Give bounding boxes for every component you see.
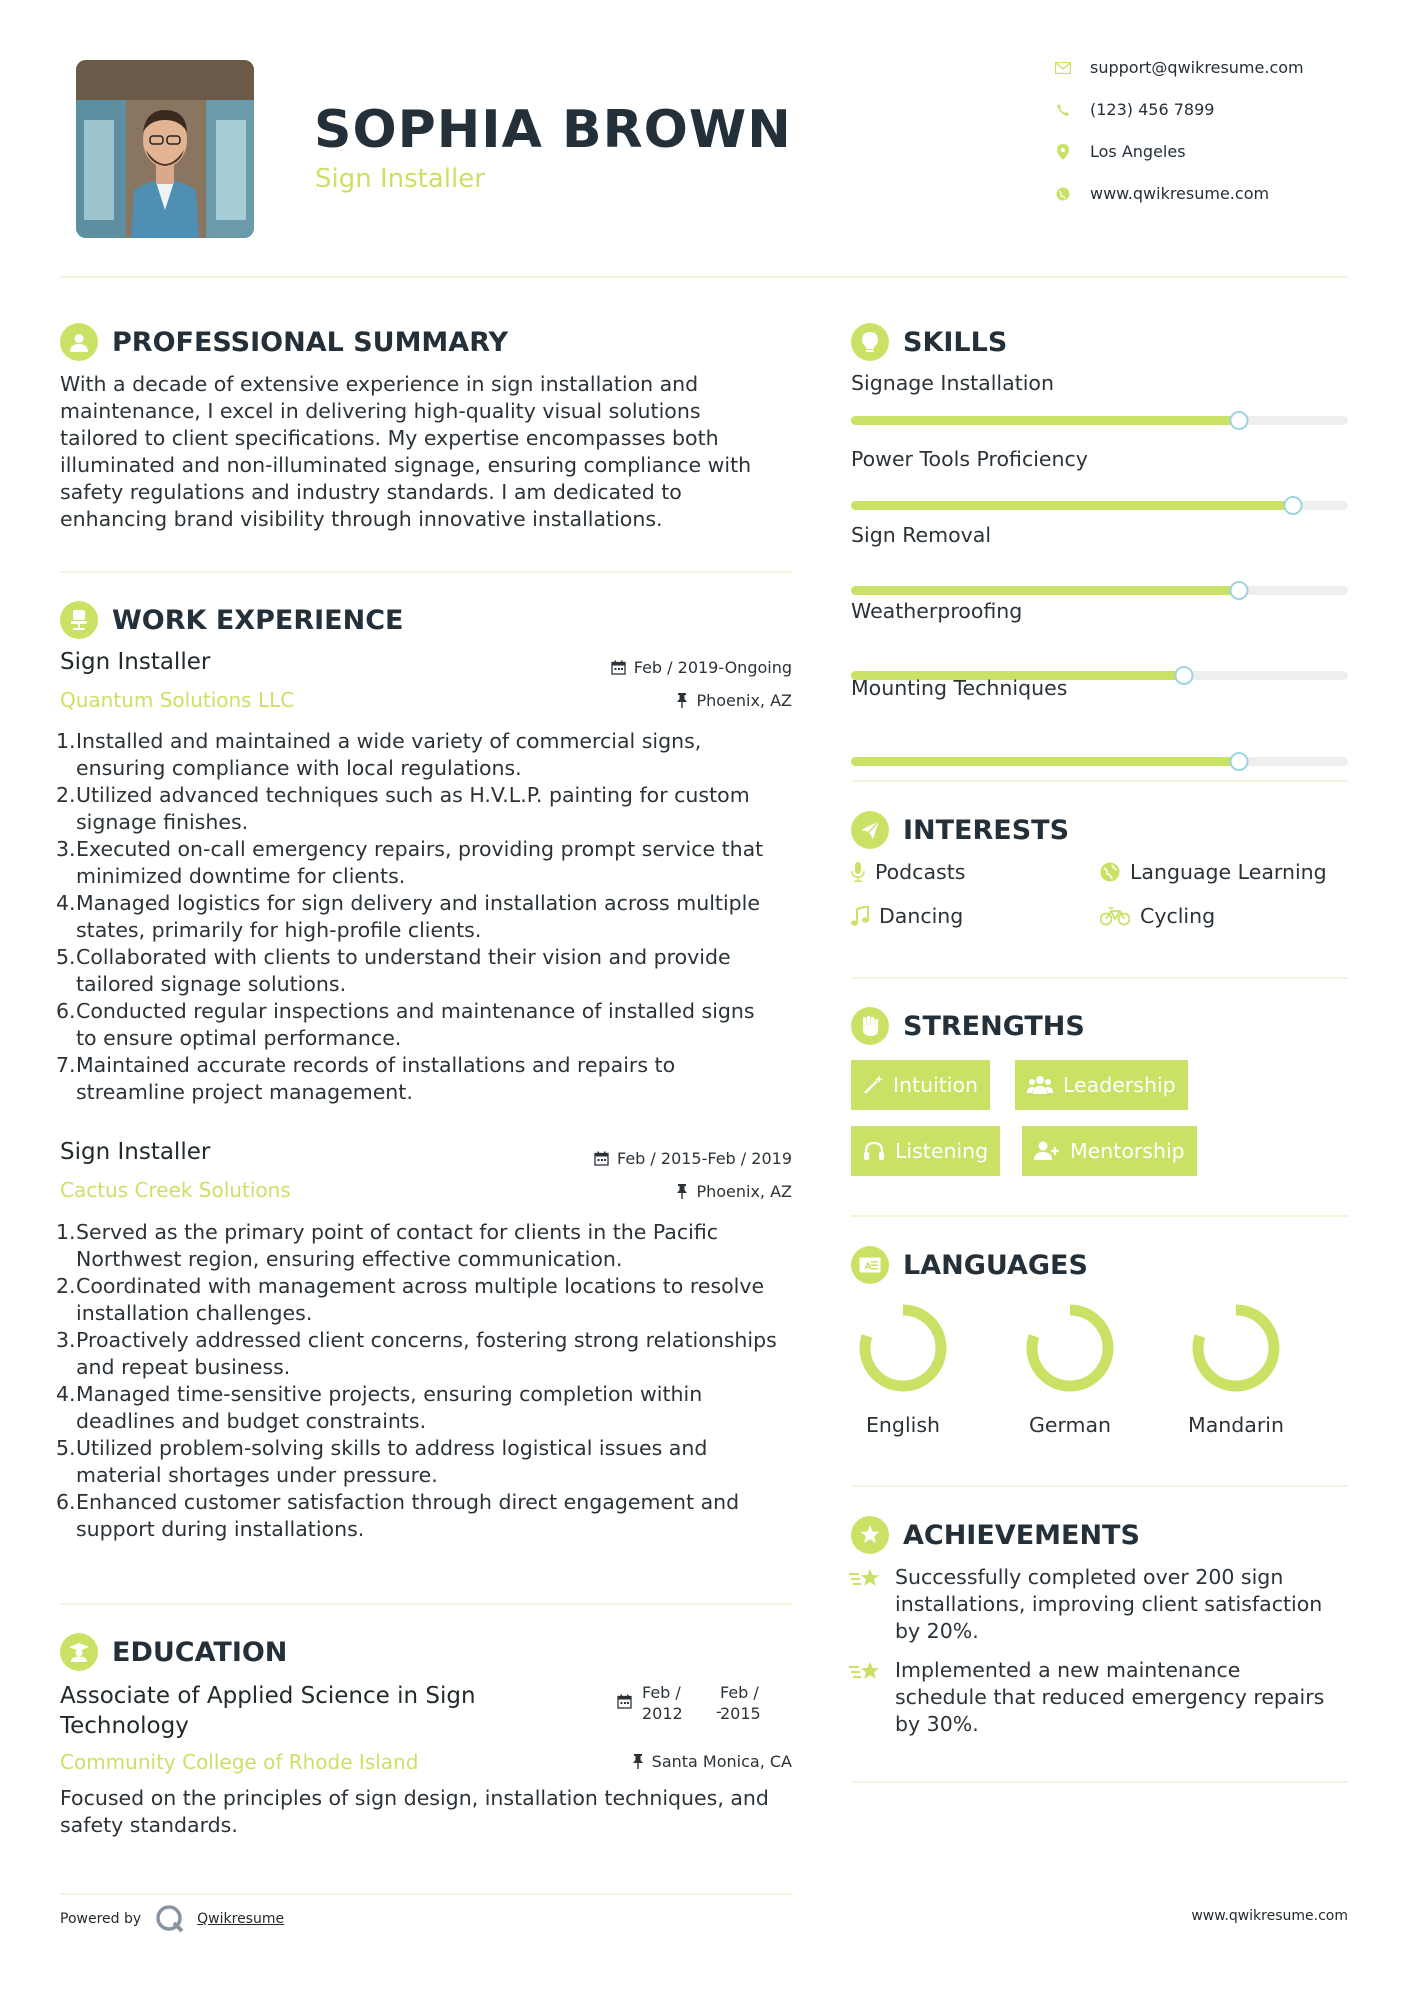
education-dates: Feb / 2012 - Feb / 2015 [615,1683,795,1727]
skill-bar-knob [1229,581,1248,600]
interest-podcasts: Podcasts [851,860,965,884]
education-heading: EDUCATION [60,1633,287,1671]
map-pin-icon [1050,144,1076,160]
skill-bar-fill [851,757,1239,766]
pushpin-icon [676,1184,688,1199]
strength-listening: Listening [851,1126,1000,1176]
languages-list [851,1300,1348,1450]
work-heading: WORK EXPERIENCE [60,601,403,639]
achievement-item: Implemented a new maintenance schedule that reduced emergency repairs by 30%. [849,1657,1349,1738]
language-icon [851,1246,889,1284]
language-label: English [865,1413,941,1437]
calendar-icon [611,660,626,675]
pushpin-icon [676,693,688,708]
list-item: 3. Proactively addressed client concerns, fostering strong relationships and repeat business. [56,1328,777,1379]
interests-heading: INTERESTS [851,811,1069,849]
globe-icon [1050,187,1076,201]
job-2-company: Cactus Creek Solutions [60,1178,291,1202]
envelope-icon [1050,62,1076,74]
job-1-title: Sign Installer [60,649,211,675]
microphone-icon [851,862,865,882]
contact-phone-text: (123) 456 7899 [1090,100,1215,119]
job-1-location: Phoenix, AZ [500,691,792,710]
header-divider [60,276,1348,278]
user-plus-icon [1034,1141,1060,1161]
interest-cycling: Cycling [1100,904,1215,928]
user-icon [60,323,98,361]
footer-divider [60,1893,792,1895]
language-label: German [1028,1413,1112,1437]
fist-icon [851,1007,889,1045]
contact-location-text: Los Angeles [1090,142,1186,161]
achievements-heading: ACHIEVEMENTS [851,1516,1140,1554]
phone-icon [1050,103,1076,117]
interests-divider [851,977,1348,979]
list-item: 4. Managed logistics for sign delivery and installation across multiple states, primarily for high-profile clients. [56,891,760,942]
skill-bar-knob [1284,496,1303,515]
skills-list [851,371,1348,741]
contact-email[interactable] [1050,58,1304,77]
contact-website[interactable] [1050,184,1269,203]
summary-text: With a decade of extensive experience in sign installation and maintenance, I excel in delivering high-quality visual solutions tailored to client specifications. My expertise encompasses both illuminated and non-illuminated signage, ensuring compliance with safety regulations and industry standards. I am dedicated to enhancing brand visibility through innovative installations. [60,372,752,531]
graduate-icon [60,1633,98,1671]
list-item: 5. Collaborated with clients to understand their vision and provide tailored signage solutions. [56,945,731,996]
magic-wand-icon [863,1075,883,1095]
summary-heading: PROFESSIONAL SUMMARY [60,323,508,361]
list-item: 1. Installed and maintained a wide variety of commercial signs, ensuring compliance with local regulations. [56,729,702,780]
language-ring-mandarin [1198,1310,1274,1386]
languages-divider [851,1485,1348,1487]
interest-language-learning: Language Learning [1100,860,1327,884]
skill-bar-knob [1229,411,1248,430]
languages-heading: A LANGUAGES [851,1246,1088,1284]
degree-title: Associate of Applied Science in Sign Technology [60,1683,476,1739]
list-item: 7. Maintained accurate records of installations and repairs to streamline project management. [56,1053,676,1104]
list-item: 6. Conducted regular inspections and maintenance of installed signs to ensure optimal performance. [56,999,755,1050]
achievements-divider [851,1781,1348,1783]
contact-phone[interactable] [1050,100,1214,119]
candidate-role: Sign Installer [315,164,485,194]
strength-intuition: Intuition [851,1060,990,1110]
job-1-company: Quantum Solutions LLC [60,688,295,712]
skill-bar-knob [1174,666,1193,685]
job-1-dates: Feb / 2019-Ongoing [500,658,792,677]
svg-text:A: A [864,1262,872,1272]
achievement-item: Successfully completed over 200 sign installations, improving client satisfaction by 20%. [849,1564,1349,1645]
work-divider [60,1603,792,1605]
shooting-star-icon [849,1659,883,1685]
music-note-icon [851,906,869,926]
job-2-title: Sign Installer [60,1139,211,1165]
skill-bar [851,501,1348,510]
bicycle-icon [1100,906,1130,926]
school-name: Community College of Rhode Island [60,1750,419,1774]
job-2-dates: Feb / 2015-Feb / 2019 [500,1149,792,1168]
strengths-heading: STRENGTHS [851,1007,1085,1045]
skill-name: Power Tools Proficiency [851,447,1088,471]
pushpin-icon [632,1754,644,1769]
list-item: 2. Coordinated with management across multiple locations to resolve installation challenges. [56,1274,765,1325]
lightbulb-icon [851,323,889,361]
users-icon [1027,1075,1053,1095]
skill-name: Weatherproofing [851,599,1023,623]
language-rings [851,1300,1348,1400]
profile-photo [76,60,254,238]
list-item: 6. Enhanced customer satisfaction through direct engagement and support during installations. [56,1490,740,1541]
skills-divider [851,780,1348,782]
skill-bar [851,416,1348,425]
job-2-duties [58,1219,798,1543]
contact-location [1050,142,1186,161]
list-item: 2. Utilized advanced techniques such as H.V.L.P. painting for custom signage finishes. [56,783,750,834]
calendar-icon [594,1151,609,1166]
contact-email-text: support@qwikresume.com [1090,58,1304,77]
education-location: Santa Monica, CA [500,1752,792,1771]
job-2-location: Phoenix, AZ [500,1182,792,1201]
strength-leadership: Leadership [1015,1060,1188,1110]
skill-bar-fill [851,416,1239,425]
skill-bar-fill [851,586,1239,595]
strength-mentorship: Mentorship [1022,1126,1197,1176]
contact-website-text: www.qwikresume.com [1090,184,1270,203]
summary-divider [60,571,792,573]
paper-plane-icon [851,811,889,849]
skill-bar-fill [851,501,1293,510]
skill-name: Sign Removal [851,523,992,547]
briefcase-chair-icon [60,601,98,639]
star-badge-icon [851,1516,889,1554]
list-item: 1. Served as the primary point of contact for clients in the Pacific Northwest region, ensuring effective communication. [56,1220,719,1271]
headphones-icon [863,1141,885,1161]
calendar-icon [617,1694,632,1709]
job-1-duties [58,728,798,1106]
qwikresume-logo-icon [155,1904,185,1934]
interest-dancing: Dancing [851,904,963,928]
powered-by: Powered by Qwikresume [60,1904,284,1934]
skill-name: Mounting Techniques [851,676,1068,700]
list-item: 3. Executed on-call emergency repairs, providing prompt service that minimized downtime for clients. [56,837,764,888]
shooting-star-icon [849,1566,883,1592]
qwikresume-link[interactable]: Qwikresume [197,1911,285,1927]
globe-icon [1100,862,1120,882]
education-description: Focused on the principles of sign design, installation techniques, and safety standards. [60,1786,769,1837]
language-ring-german [1032,1310,1108,1386]
skill-bar-knob [1229,752,1248,771]
language-label: Mandarin [1188,1413,1284,1437]
skill-name: Signage Installation [851,371,1054,395]
skills-heading: SKILLS [851,323,1007,361]
candidate-name: SOPHIA BROWN [314,100,792,160]
skill-bar [851,586,1348,595]
footer-website[interactable]: www.qwikresume.com [1191,1908,1348,1924]
skill-bar [851,757,1348,766]
list-item: 4. Managed time-sensitive projects, ensuring completion within deadlines and budget constraints. [56,1382,703,1433]
list-item: 5. Utilized problem-solving skills to address logistical issues and material shortages under pressure. [56,1436,708,1487]
language-ring-english [865,1310,941,1386]
strengths-divider [851,1215,1348,1217]
